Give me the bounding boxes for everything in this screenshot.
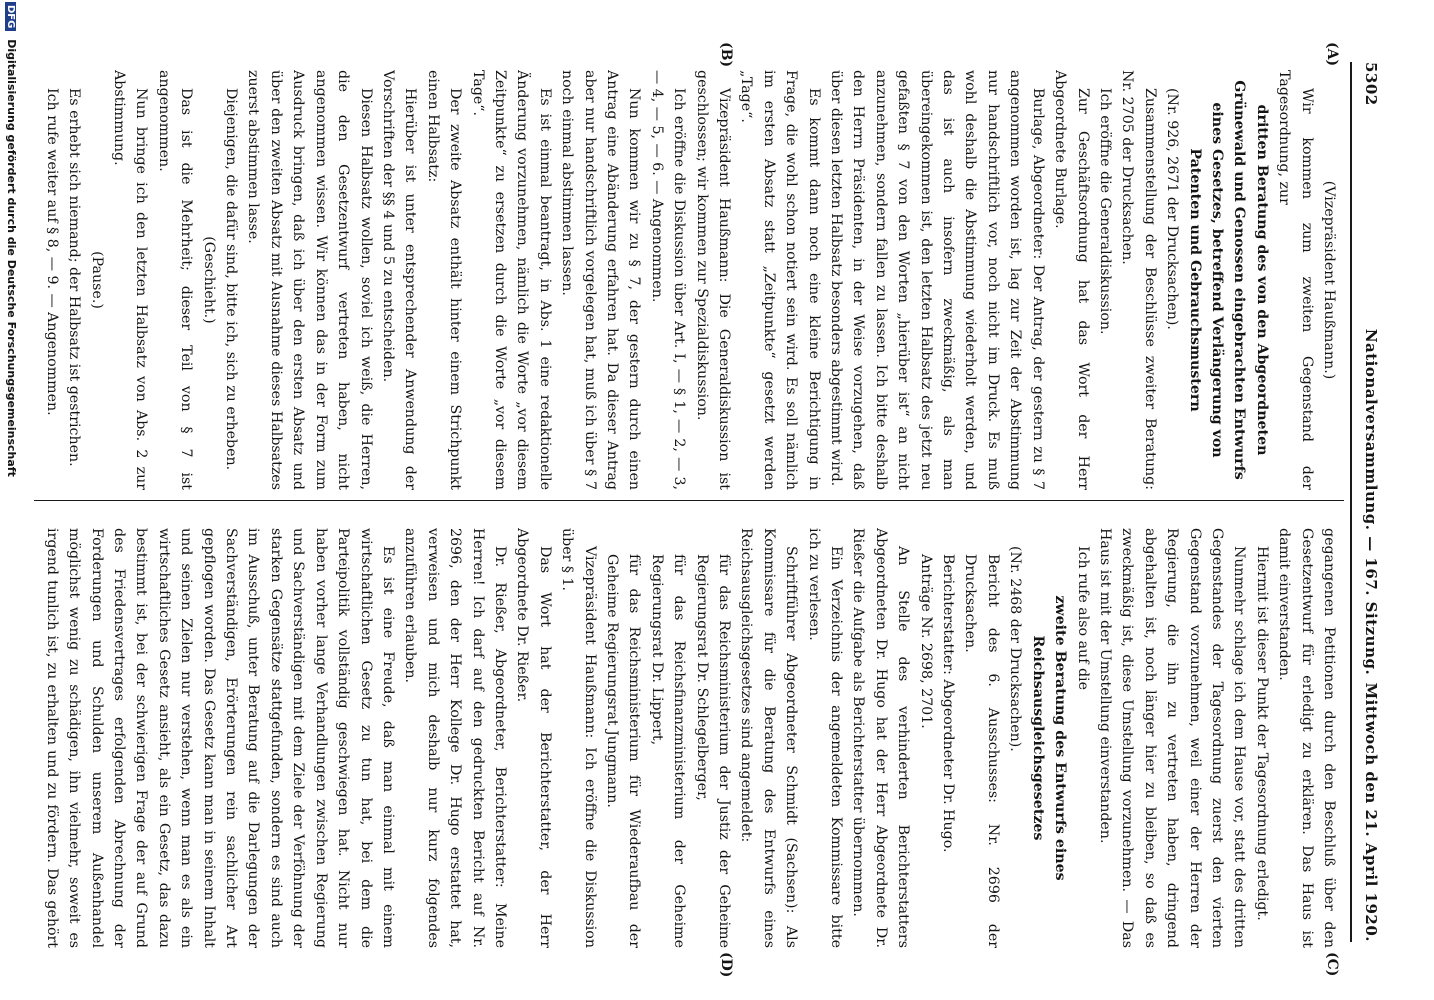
margin-marker-b: (B) xyxy=(718,42,734,68)
paragraph: (Pause.) xyxy=(88,251,105,309)
paragraph: Nunmehr schlage ich dem Hause vor, statt des dritten Gegenstandes der Tagesordnung zuerst den vierten Gegenstand vorzunehmen, weil einer der Herren der Regierung, die ihn zu vertreten haben, dringend abgehalten ist, noch länger hier zu bleiben, so daß es zweckmäßig ist, diese Umstellung vorzunehmen. — Das Haus ist mit der Umstellung einverstanden. xyxy=(1096,528,1248,948)
paragraph: Das Wort hat der Berichterstatter, der Herr Abgeordnete Dr. Rießer. xyxy=(514,528,553,948)
paragraph: Ein Verzeichnis der angemeldeten Kommissare bitte ich zu verlesen. xyxy=(805,528,845,948)
paragraph: Es kommt dann noch eine kleine Berichtigung in Frage, die wohl schon notiert sein wird. Es soll nämlich im ersten Absatz statt „Zeitpunkte“ gesetzt werden „Tage“. xyxy=(738,70,822,490)
paragraph: Bericht des 6. Ausschusses: Nr. 2696 der Drucksachen. xyxy=(962,554,1001,948)
paragraph: Schriftführer Abgeordneter Schmidt (Sachsen): Als Kommissare für die Beratung des Entwurfs eines Reichsausgleichsgesetzes sind angemeldet: xyxy=(738,528,800,948)
paragraph: Dr. Rießer, Abgeordneter, Berichterstatter: Meine Herren! Ich darf auf den gedruckten Bericht auf Nr. 2696, den der Herr Kollege Dr. Hugo erstattet hat, verweisen und mich deshalb nur kurz folgendes anzuführen erlauben. xyxy=(402,528,508,948)
left-column xyxy=(40,70,1340,490)
paragraph: Es ist eine Freude, daß man einmal mit einem wirtschaftlichen Gesetz zu tun hat, bei dem die Parteipolitik vollständig geschwiegen hat. Nicht nur haben vorher lange Verhandlungen zwischen Regierung und Sachverständigen mit dem Ziele der Verföhnung der starken Gegensätze stattgefunden, sondern es sind auch im Ausschuß, unter Beratung auf die Darlegungen der Sachverständigen, Erörterungen rein sachlicher Art gepflogen worden. Das Gesetz kann man in seinem Inhalt und seinen Zielen nur verstehen, wenn man es als ein wirtschaftliches Gesetz ansieht, als ein Gesetz, das dazu bestimmt ist, bei der schwierigen Frage der auf Grund des Friedensvertrages erfolgenden Abrechnung der Forderungen und Schulden unserem Außenhandel möglichst wenig zu schädigen, ihn vielmehr, soweit es irgend tunlich ist, zu erhalten und zu fördern. Das gehört xyxy=(43,528,396,948)
paragraph: Zusammenstellung der Beschlüsse zweiter Beratung: Nr. 2705 der Drucksachen. xyxy=(1119,70,1158,490)
header-title: Nationalversammlung. — 167. Sitzung. xyxy=(1362,328,1380,676)
margin-marker-c: (C) xyxy=(1324,952,1340,977)
paragraph: Berichterstatter: Abgeordneter Dr. Hugo. xyxy=(940,554,957,853)
header-date: Mittwoch den 21. April 1920. xyxy=(1362,682,1380,942)
paragraph: für das Reichsministerium der Justiz der Geheime Regierungsrat Dr. Schlegelberger, xyxy=(693,554,733,948)
paragraph: für das Reichsfinanzministerium der Geheime Regierungsrat Dr. Lippert, xyxy=(648,554,688,948)
paragraph: Nun kommen wir zu § 7, der gestern durch einen Antrag eine Abänderung erfahren hat. Da dieser Antrag aber nur handschriftlich vorgelegen hat, muß ich über § 7 noch einmal abstimmen lassen. xyxy=(559,70,643,490)
paragraph: dritten Beratung des von den Abgeordneten Grünewald und Genossen eingebrachten Entwurfs eines Gesetzes, betreffend Verlängerung von Patenten und Gebrauchsmustern xyxy=(1186,80,1270,480)
paragraph: Der zweite Absatz enthält hinter einem Strichpunkt einen Halbsatz: xyxy=(424,70,464,490)
paragraph: (Nr. 926, 2671 der Drucksachen). xyxy=(1164,88,1181,330)
paragraph: Vizepräsident Haußmann: Ich eröffne die Diskussion über § 1. xyxy=(559,528,598,948)
paragraph: Burlage, Abgeordneter: Der Antrag, der gestern zu § 7 angenommen worden ist, lag zur Zeit der Abstimmung nur handschriftlich vor, noch nicht im Druck. Es muß wohl deshalb die Abstimmung wiederholt werden, und das ist auch insofern zweckmäßig, als man übereingekommen ist, den letzten Halbsatz des jetzt neu gefaßten § 7 von den Worten „hierüber ist“ an nicht anzunehmen, sondern fallen zu lassen. Ich bitte deshalb den Herrn Präsidenten, in der Weise vorzugehen, daß über diesen letzten Halbsatz besonders abgestimmt wird. xyxy=(828,70,1046,490)
paragraph: (Nr. 2468 der Drucksachen). xyxy=(1007,546,1024,752)
paragraph: gegangenen Petitionen durch den Beschluß über den Gesetzentwurf für erledigt zu erklären. Das Haus ist damit einverstanden. xyxy=(1276,528,1337,948)
paragraph: Anträge Nr. 2698, 2701. xyxy=(917,554,934,729)
running-header xyxy=(1356,62,1380,942)
page-number: 5302 xyxy=(1362,62,1380,106)
paragraph: für das Reichsministerium für Wiederaufbau der Geheime Regierungsrat Jungmann. xyxy=(604,554,643,948)
funding-note xyxy=(5,2,18,477)
margin-marker-d: (D) xyxy=(718,952,734,978)
header-rule xyxy=(1350,62,1352,942)
paragraph: An Stelle des verhinderten Berichterstatters Abgeordneten Dr. Hugo hat der Herr Abgeordnete Dr. Rießer die Aufgabe als Berichterstatter übernommen. xyxy=(850,528,912,948)
paragraph: Zur Geschäftsordnung hat das Wort der Herr Abgeordnete Burlage. xyxy=(1052,70,1091,490)
paragraph: (Vizepräsident Haußmann.) xyxy=(1321,180,1337,380)
paragraph: Hiermit ist dieser Punkt der Tagesordnung erledigt. xyxy=(1253,546,1270,921)
paragraph: Diesen Halbsatz wollen, soviel ich weiß, die Herren, die den Gesetzentwurf vertreten haben, nicht angenommen wissen. Wir können das in der Form zum Ausdruck bringen, daß ich über den ersten Absatz und über den zweiten Absatz mit Ausnahme dieses Halbsatzes zuerst abstimmen lasse. xyxy=(245,70,374,490)
paragraph: Nun bringe ich den letzten Halbsatz von Abs. 2 zur Abstimmung. xyxy=(111,70,150,490)
paragraph: Wir kommen zum zweiten Gegenstand der Tagesordnung, zur xyxy=(1276,70,1315,490)
dfg-logo: DFG xyxy=(5,2,16,31)
margin-marker-a: (A) xyxy=(1324,42,1340,67)
paragraph: Ich eröffne die Generaldiskussion. xyxy=(1096,88,1113,335)
paragraph: Es erhebt sich niemand; der Halbsatz ist gestrichen. xyxy=(66,88,83,467)
paragraph: Das ist die Mehrheit; dieser Teil von § 7 ist angenommen. xyxy=(155,70,195,490)
paragraph: Ich eröffne die Diskussion über Art. I, — § 1, — 2, — 3, — 4, — 5, — 6. — Angenommen. xyxy=(648,70,688,490)
paragraph: Ich rufe also auf die xyxy=(1074,546,1091,690)
paragraph: zweite Beratung des Entwurfs eines Reichsausgleichsgesetzes xyxy=(1029,595,1069,881)
paragraph: Ich rufe weiter auf § 8, — 9. — Angenommen. xyxy=(43,88,60,416)
paragraph: Diejenigen, die dafür sind, bitte ich, sich zu erheben. xyxy=(223,88,240,471)
funding-text: Digitalisierung gefördert durch die Deutsche Forschungsgemeinschaft xyxy=(5,39,18,477)
paragraph: (Geschieht.) xyxy=(200,236,217,324)
paragraph: Vizepräsident Haußmann: Die Generaldiskussion ist geschlossen; wir kommen zur Spezialdiskussion. xyxy=(693,70,733,490)
paragraph: Es ist einmal beantragt, in Abs. 1 eine redaktionelle Änderung vorzunehmen, nämlich die Worte „vor diesem Zeitpunkte“ zu ersetzen durch die Worte „vor diesem Tage“. xyxy=(469,70,553,490)
column-divider xyxy=(34,500,1344,501)
paragraph: Hierüber ist unter entsprechender Anwendung der Vorschriften der §§ 4 und 5 zu entscheiden. xyxy=(379,70,419,490)
right-column xyxy=(40,528,1340,948)
